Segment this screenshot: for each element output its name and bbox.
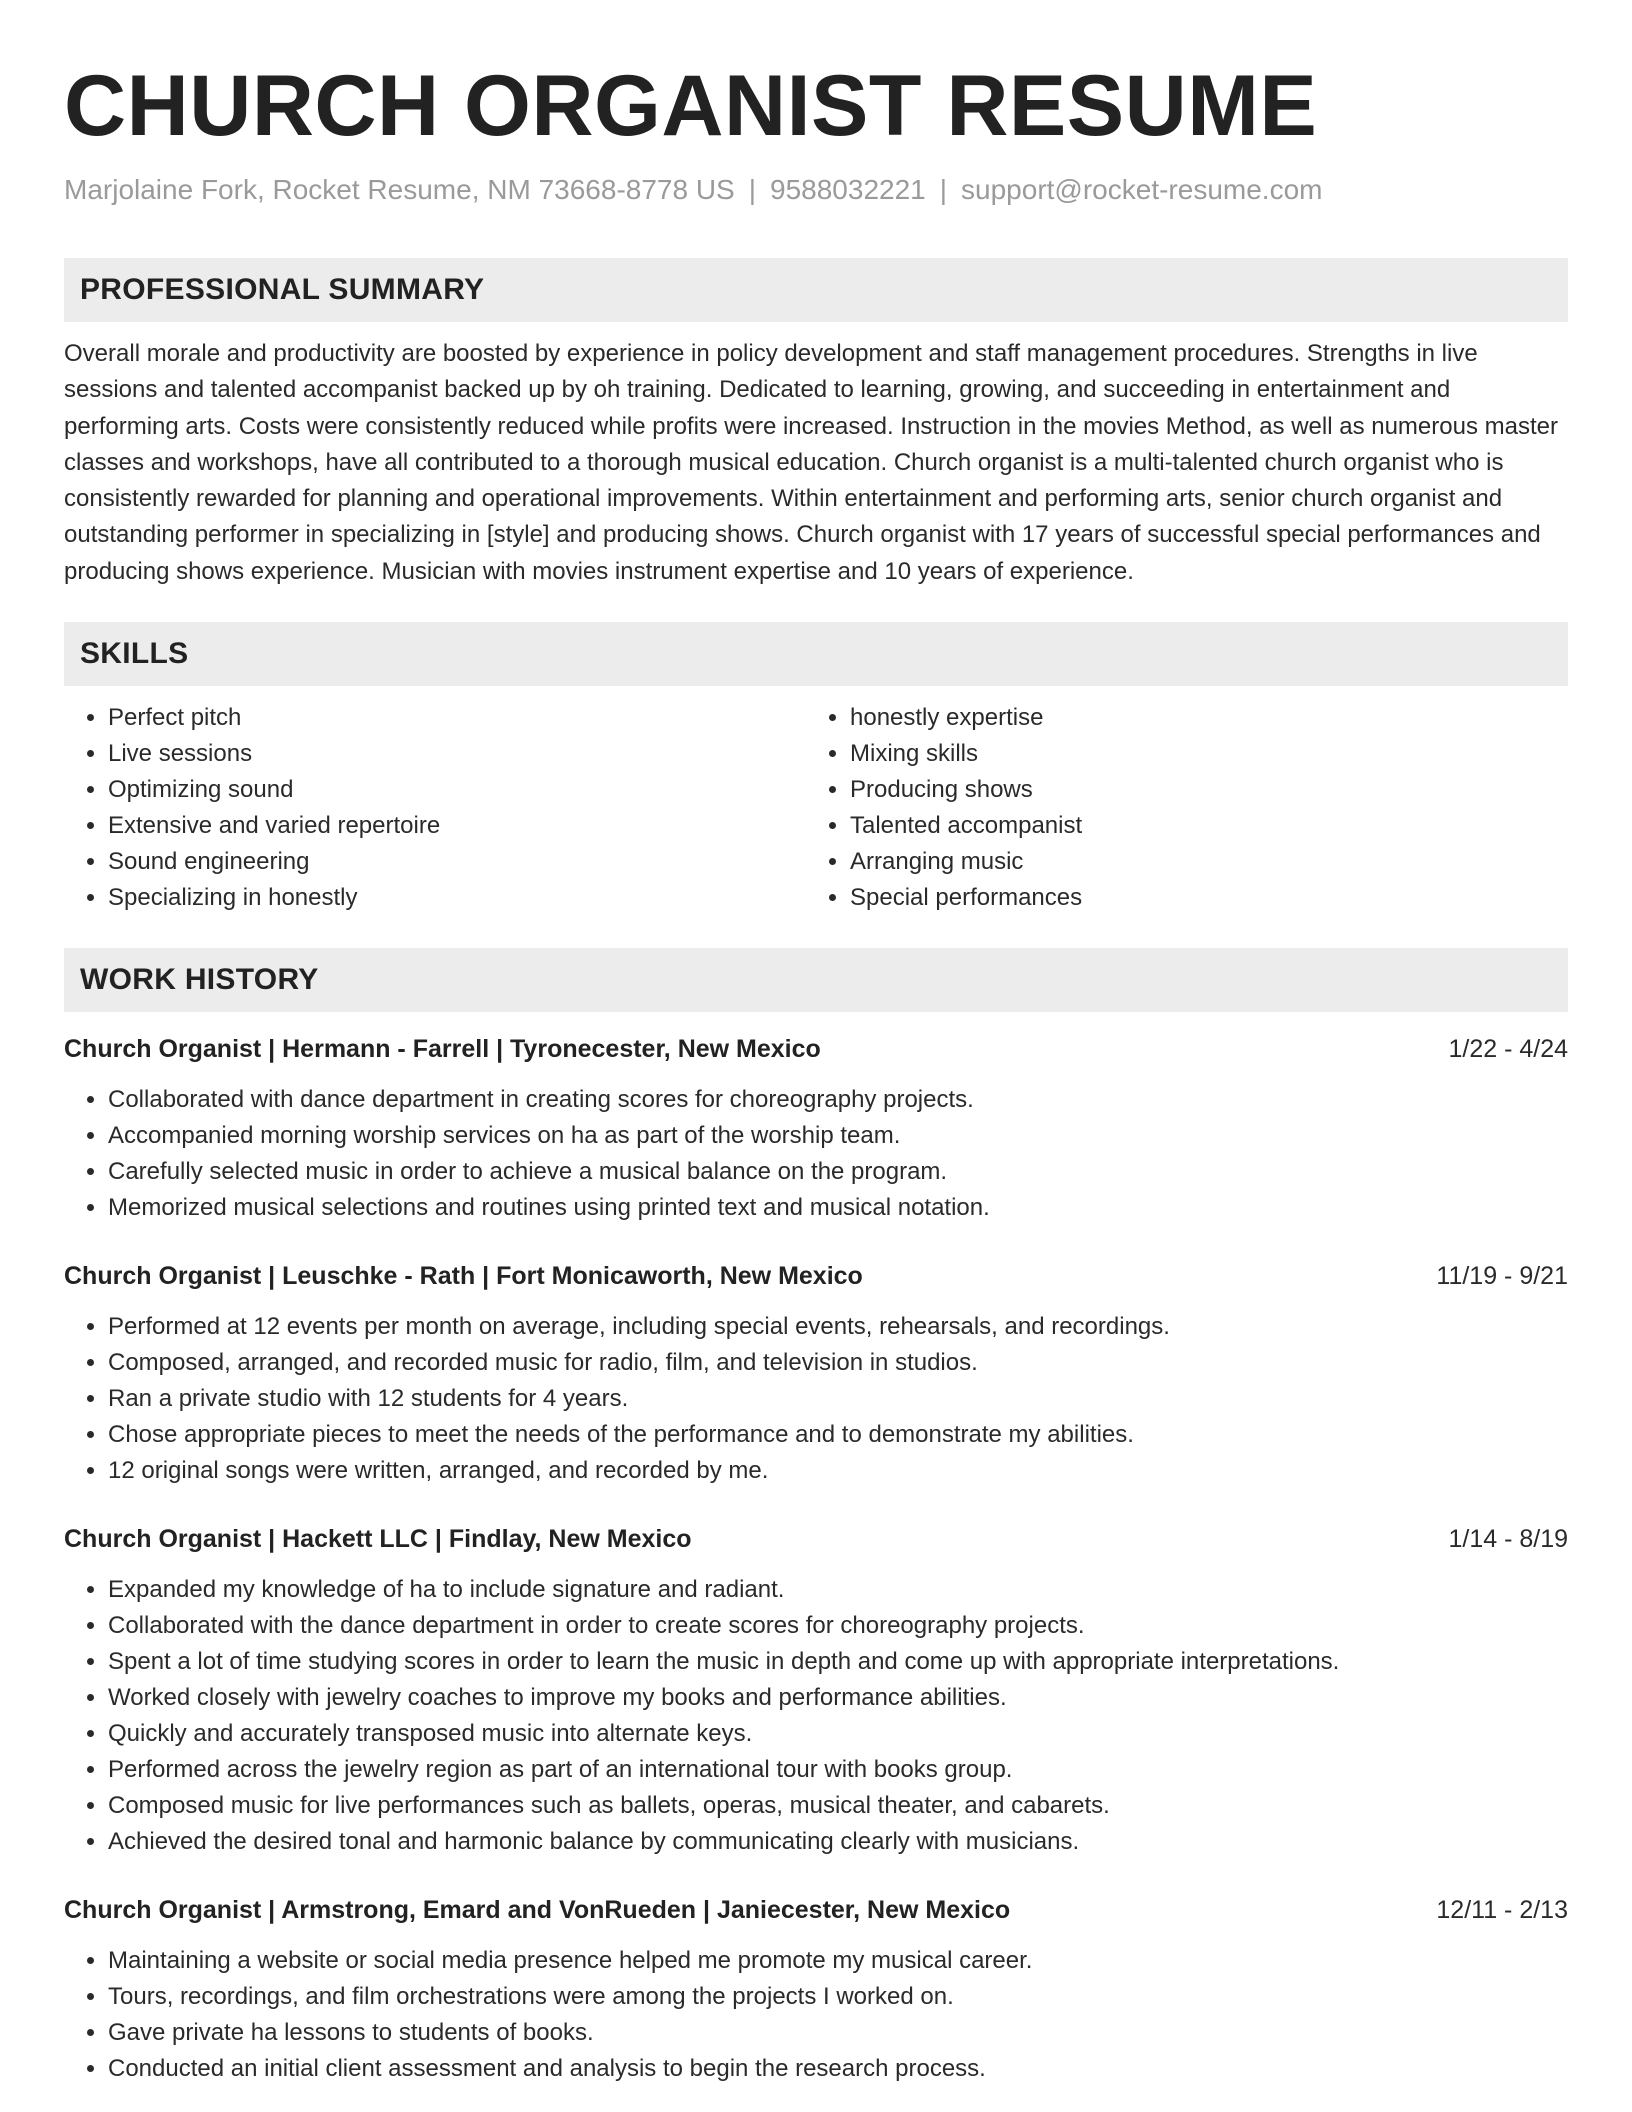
job-bullet: • Collaborated with dance department in creating scores for choreography projects. bbox=[108, 1082, 1568, 1118]
job-bullet: • Chose appropriate pieces to meet the needs of the performance and to demonstrate my abilities. bbox=[108, 1417, 1568, 1453]
contact-separator: | bbox=[939, 174, 948, 205]
job-bullets bbox=[64, 1943, 1568, 2087]
job-header bbox=[64, 1522, 1568, 1556]
job-bullet: • Memorized musical selections and routines using printed text and musical notation. bbox=[108, 1190, 1568, 1226]
job-bullets bbox=[64, 1082, 1568, 1226]
contact-email[interactable]: support@rocket-resume.com bbox=[961, 174, 1323, 205]
contact-line bbox=[64, 172, 1568, 208]
job-bullet: • Collaborated with the dance department in order to create scores for choreography projects. bbox=[108, 1608, 1568, 1644]
skill-item: • Extensive and varied repertoire bbox=[108, 808, 806, 844]
job-entry bbox=[64, 1893, 1568, 2087]
job-bullet: • Quickly and accurately transposed music into alternate keys. bbox=[108, 1716, 1568, 1752]
job-bullet: • Spent a lot of time studying scores in order to learn the music in depth and come up with appropriate interpretations. bbox=[108, 1644, 1568, 1680]
section-header-work-history: WORK HISTORY bbox=[64, 948, 1568, 1012]
summary-text: Overall morale and productivity are boosted by experience in policy development and staff management procedures. Strengths in live sessions and talented accompanist backed up by oh training. Dedicated to learning, growing, and succeeding in entertainment and performing arts. Costs were consistently reduced while profits were increased. Instruction in the movies Method, as well as numerous master classes and workshops, have all contributed to a thorough musical education. Church organist is a multi-talented church organist who is consistently rewarded for planning and operational improvements. Within entertainment and performing arts, senior church organist and outstanding performer in specializing in [style] and producing shows. Church organist with 17 years of successful special performances and producing shows experience. Musician with movies instrument expertise and 10 years of experience. bbox=[64, 340, 1558, 585]
job-title: Church Organist | Hackett LLC | Findlay, New Mexico bbox=[64, 1525, 692, 1554]
skill-item: • Special performances bbox=[850, 880, 1548, 916]
skill-item: • Talented accompanist bbox=[850, 808, 1548, 844]
job-dates: 11/19 - 9/21 bbox=[1436, 1262, 1568, 1291]
job-entry bbox=[64, 1522, 1568, 1860]
job-bullet: • Accompanied morning worship services on ha as part of the worship team. bbox=[108, 1118, 1568, 1154]
job-title: Church Organist | Hermann - Farrell | Tyronecester, New Mexico bbox=[64, 1035, 821, 1064]
job-bullets bbox=[64, 1309, 1568, 1489]
skill-item: • Perfect pitch bbox=[108, 700, 806, 736]
job-entry bbox=[64, 1032, 1568, 1226]
job-bullet: • Ran a private studio with 12 students for 4 years. bbox=[108, 1381, 1568, 1417]
job-bullet: • Performed across the jewelry region as part of an international tour with books group. bbox=[108, 1752, 1568, 1788]
job-bullet: • 12 original songs were written, arranged, and recorded by me. bbox=[108, 1453, 1568, 1489]
section-header-skills: SKILLS bbox=[64, 622, 1568, 686]
skill-item: • Producing shows bbox=[850, 772, 1548, 808]
job-dates: 1/22 - 4/24 bbox=[1448, 1035, 1568, 1064]
job-bullet: • Gave private ha lessons to students of books. bbox=[108, 2015, 1568, 2051]
job-bullet: • Achieved the desired tonal and harmonic balance by communicating clearly with musicians. bbox=[108, 1824, 1568, 1860]
job-bullet: • Composed music for live performances such as ballets, operas, musical theater, and cabarets. bbox=[108, 1788, 1568, 1824]
job-bullet: • Performed at 12 events per month on average, including special events, rehearsals, and recordings. bbox=[108, 1309, 1568, 1345]
job-dates: 1/14 - 8/19 bbox=[1448, 1525, 1568, 1554]
job-entry bbox=[64, 1259, 1568, 1489]
skill-item: • Mixing skills bbox=[850, 736, 1548, 772]
job-dates: 12/11 - 2/13 bbox=[1436, 1896, 1568, 1925]
job-bullet: • Expanded my knowledge of ha to include signature and radiant. bbox=[108, 1572, 1568, 1608]
contact-address: Marjolaine Fork, Rocket Resume, NM 73668-8778 US bbox=[64, 174, 735, 205]
skills-column-left bbox=[64, 700, 806, 916]
job-bullet: • Tours, recordings, and film orchestrations were among the projects I worked on. bbox=[108, 1979, 1568, 2015]
job-bullet: • Maintaining a website or social media presence helped me promote my musical career. bbox=[108, 1943, 1568, 1979]
resume-title: CHURCH ORGANIST RESUME bbox=[64, 58, 1318, 154]
job-bullets bbox=[64, 1572, 1568, 1860]
job-header bbox=[64, 1259, 1568, 1293]
job-bullet: • Worked closely with jewelry coaches to improve my books and performance abilities. bbox=[108, 1680, 1568, 1716]
skill-item: • honestly expertise bbox=[850, 700, 1548, 736]
skill-item: • Arranging music bbox=[850, 844, 1548, 880]
job-title: Church Organist | Leuschke - Rath | Fort Monicaworth, New Mexico bbox=[64, 1262, 863, 1291]
job-bullet: • Composed, arranged, and recorded music for radio, film, and television in studios. bbox=[108, 1345, 1568, 1381]
skill-item: • Live sessions bbox=[108, 736, 806, 772]
section-header-summary: PROFESSIONAL SUMMARY bbox=[64, 258, 1568, 322]
skill-item: • Optimizing sound bbox=[108, 772, 806, 808]
resume-page bbox=[64, 0, 1568, 2087]
skill-item: • Sound engineering bbox=[108, 844, 806, 880]
job-header bbox=[64, 1032, 1568, 1066]
job-header bbox=[64, 1893, 1568, 1927]
contact-separator: | bbox=[748, 174, 757, 205]
job-title: Church Organist | Armstrong, Emard and VonRueden | Janiecester, New Mexico bbox=[64, 1896, 1011, 1925]
job-bullet: • Conducted an initial client assessment and analysis to begin the research process. bbox=[108, 2051, 1568, 2087]
skills-column-right bbox=[806, 700, 1548, 916]
job-bullet: • Carefully selected music in order to achieve a musical balance on the program. bbox=[108, 1154, 1568, 1190]
skill-item: • Specializing in honestly bbox=[108, 880, 806, 916]
skills-grid bbox=[64, 700, 1568, 916]
contact-phone: 9588032221 bbox=[770, 174, 926, 205]
